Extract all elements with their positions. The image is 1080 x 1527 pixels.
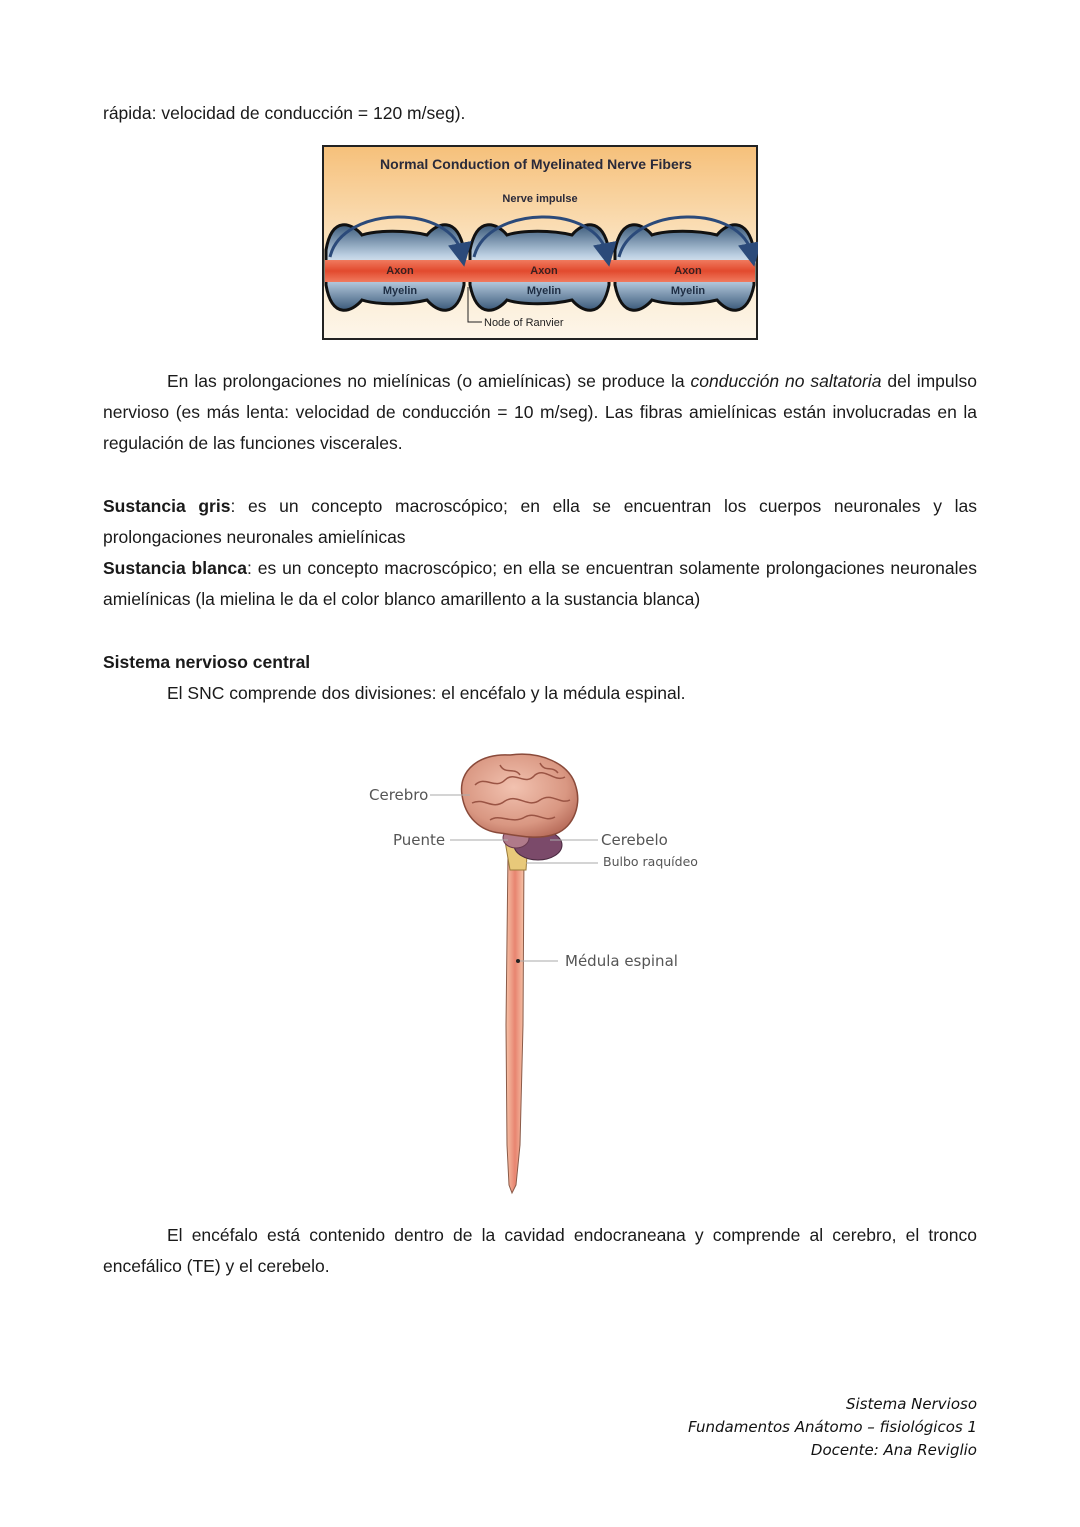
page-footer (688, 1393, 977, 1462)
label-bulbo: Bulbo raquídeo (603, 854, 698, 869)
label-cerebelo: Cerebelo (601, 831, 668, 849)
gray-matter-term: Sustancia gris (103, 496, 231, 516)
intro-line: rápida: velocidad de conducción = 120 m/seg). (103, 103, 466, 123)
cns-heading-text: Sistema nervioso central (103, 652, 311, 672)
myelin-label-2: Myelin (526, 285, 562, 297)
label-cerebro: Cerebro (369, 786, 429, 804)
footer-course: Fundamentos Anátomo – fisiológicos 1 (687, 1418, 977, 1436)
white-matter-paragraph (103, 553, 977, 615)
white-matter-definition: : es un concepto macroscópico; en ella se encuentran solamente prolongaciones neuronales amielínicas (la mielina le da el color blanco amarillento a la sustancia blanca) (103, 558, 977, 609)
label-medula: Médula espinal (565, 952, 678, 970)
cns-intro: El SNC comprende dos divisiones: el encéfalo y la médula espinal. (167, 683, 686, 703)
axon-label-2: Axon (530, 265, 558, 277)
cerebrum (462, 754, 578, 837)
myelin-label-3: Myelin (670, 285, 706, 297)
paragraph-amyelinic-text-1: En las prolongaciones no mielínicas (o amielínicas) se produce la (167, 371, 691, 391)
myelinated-conduction-figure (322, 145, 758, 340)
white-matter-term: Sustancia blanca (103, 558, 247, 578)
node-of-ranvier-label: Node of Ranvier (484, 317, 564, 329)
paragraph-amyelinic-text-2: del impulso nervioso (es más lenta: velocidad de conducción = 10 m/seg). Las fibras amielínicas están involucradas en la regulación de las funciones viscerales. (103, 371, 977, 453)
axon-label-3: Axon (674, 265, 702, 277)
paragraph-encefalo: El encéfalo está contenido dentro de la cavidad endocraneana y comprende al cerebro, el tronco encefálico (TE) y el cerebelo. (103, 1225, 977, 1276)
axon-label-1: Axon (386, 265, 414, 277)
spinal-cord (506, 853, 524, 1193)
footer-title: Sistema Nervioso (845, 1395, 977, 1413)
figure1-impulse-label: Nerve impulse (502, 193, 578, 205)
gray-matter-definition: : es un concepto macroscópico; en ella se encuentran los cuerpos neuronales y las prolongaciones neuronales amielínicas (103, 496, 977, 547)
myelin-label-1: Myelin (382, 285, 418, 297)
figure1-title: Normal Conduction of Myelinated Nerve Fibers (380, 156, 692, 172)
gray-matter-paragraph (103, 491, 977, 553)
paragraph-amyelinic (103, 366, 977, 459)
paragraph-amyelinic-emphasis: conducción no saltatoria (690, 371, 882, 391)
label-puente: Puente (393, 831, 446, 849)
cns-figure (340, 745, 740, 1200)
medula-dot (516, 959, 520, 963)
cns-heading (103, 647, 977, 678)
footer-teacher: Docente: Ana Reviglio (810, 1441, 977, 1459)
